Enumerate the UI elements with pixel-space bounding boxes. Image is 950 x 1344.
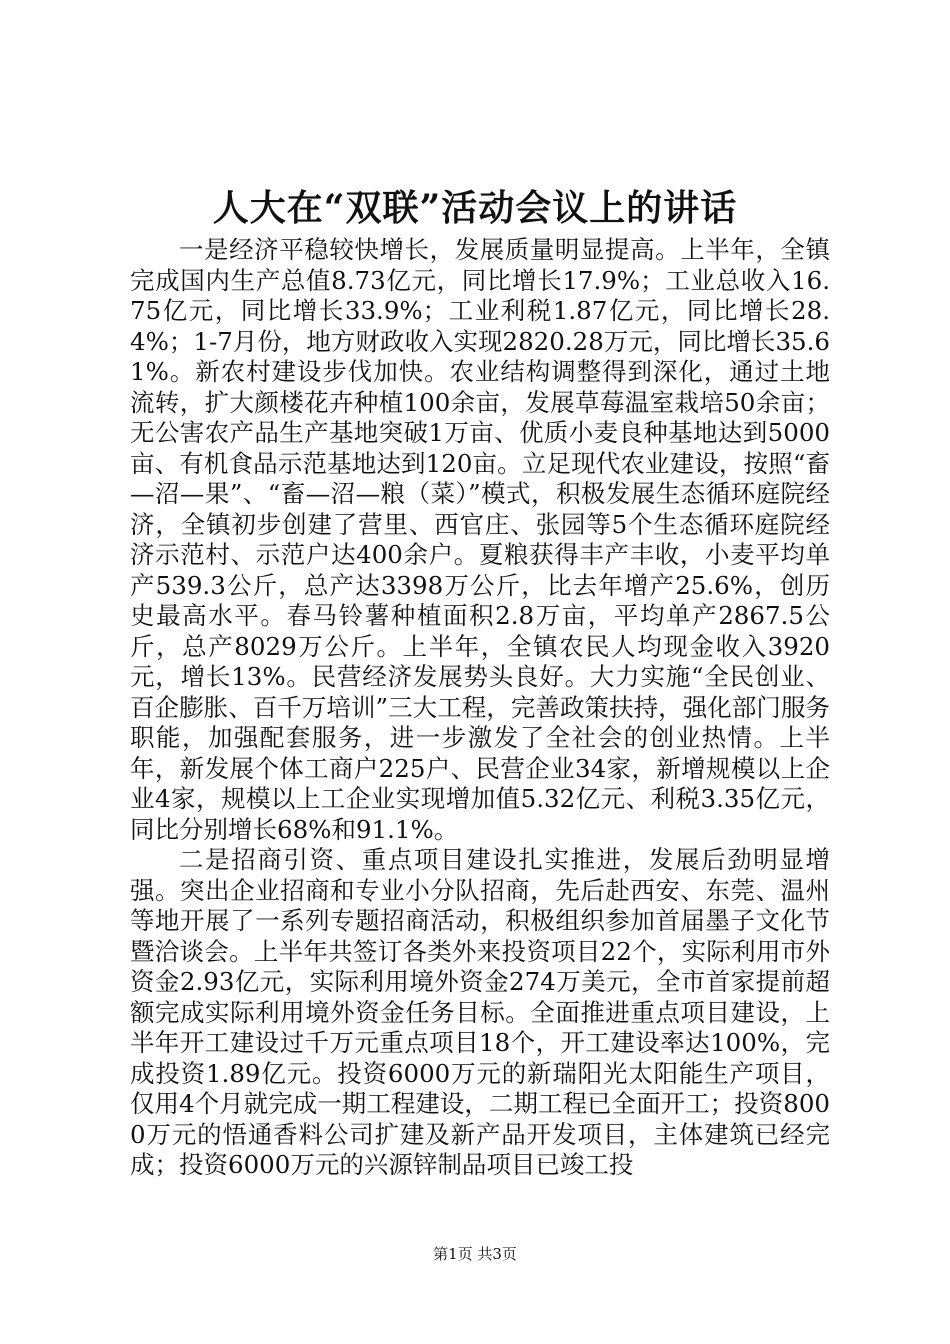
page-number-footer: 第1页 共3页 bbox=[433, 1245, 517, 1263]
body-paragraph-1: 一是经济平稳较快增长，发展质量明显提高。上半年，全镇完成国内生产总值8.73亿元，同比增长17.9%；工业总收入16.75亿元，同比增长33.9%；工业利税1.87亿元，同比增长28.4%；1-7月份，地方财政收入实现2820.28万元，同比增长35.61%。新农村建设步伐加快。农业结构调整得到深化，通过土地流转，扩大颜楼花卉种植100余亩，发展草莓温室栽培50余亩；无公害农产品生产基地突破1万亩、优质小麦良种基地达到5000亩、有机食品示范基地达到120亩。立足现代农业建设，按照“畜—沼—果”、“畜—沼—粮（菜）”模式，积极发展生态循环庭院经济，全镇初步创建了营里、西官庄、张园等5个生态循环庭院经济示范村、示范户达400余户。夏粮获得丰产丰收，小麦平均单产539.3公斤，总产达3398万公斤，比去年增产25.6%，创历史最高水平。春马铃薯种植面积2.8万亩，平均单产2867.5公斤，总产8029万公斤。上半年，全镇农民人均现金收入3920元，增长13%。民营经济发展势头良好。大力实施“全民创业、百企膨胀、百千万培训”三大工程，完善政策扶持，强化部门服务职能，加强配套服务，进一步激发了全社会的创业热情。上半年，新发展个体工商户225户、民营企业34家，新增规模以上企业4家，规模以上工企业实现增加值5.32亿元、利税3.35亿元，同比分别增长68%和91.1%。 bbox=[130, 235, 830, 844]
body-paragraph-2: 二是招商引资、重点项目建设扎实推进，发展后劲明显增强。突出企业招商和专业小分队招商，先后赴西安、东莞、温州等地开展了一系列专题招商活动，积极组织参加首届墨子文化节暨洽谈会。上半年共签订各类外来投资项目22个，实际利用市外资金2.93亿元，实际利用境外资金274万美元，全市首家提前超额完成实际利用境外资金任务目标。全面推进重点项目建设，上半年开工建设过千万元重点项目18个，开工建设率达100%，完成投资1.89亿元。投资6000万元的新瑞阳光太阳能生产项目，仅用4个月就完成一期工程建设，二期工程已全面开工；投资8000万元的悟通香料公司扩建及新产品开发项目，主体建筑已经完成；投资6000万元的兴源锌制品项目已竣工投 bbox=[130, 845, 830, 1179]
document-body bbox=[130, 235, 830, 1181]
document-title: 人大在“双联”活动会议上的讲话 bbox=[212, 187, 738, 229]
